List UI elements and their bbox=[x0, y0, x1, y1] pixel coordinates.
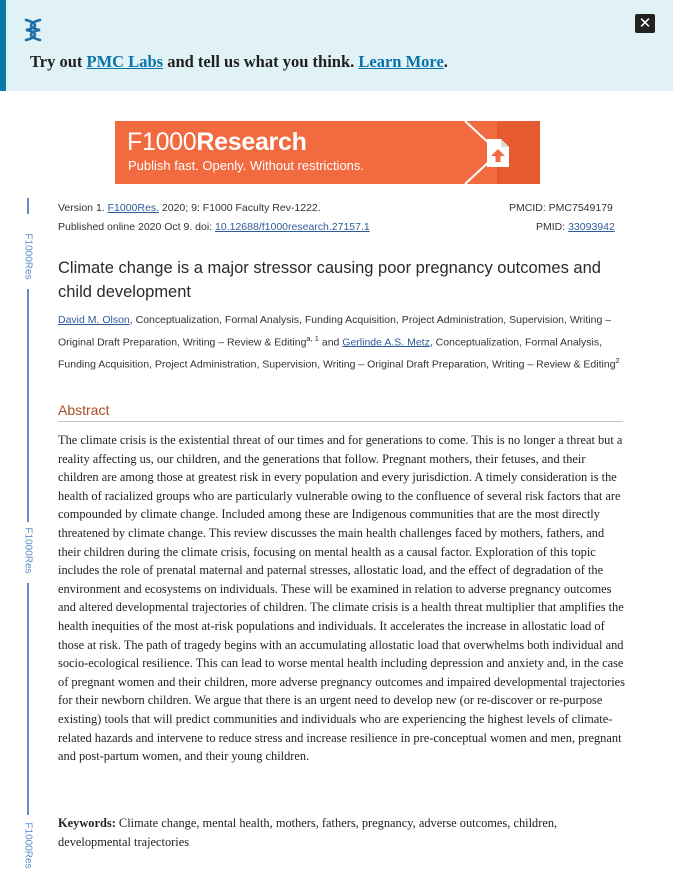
keywords: Keywords: Climate change, mental health, mothers, fathers, pregnancy, adverse outcomes, children, developmental trajectories bbox=[58, 816, 558, 849]
learn-more-link[interactable]: Learn More bbox=[358, 52, 444, 71]
abstract-heading: Abstract bbox=[58, 402, 623, 422]
f1000research-logo: F1000Research bbox=[127, 128, 307, 156]
side-rail bbox=[24, 198, 32, 880]
rail-line bbox=[27, 289, 29, 522]
article-title: Climate change is a major stressor causing poor pregnancy outcomes and child development bbox=[58, 259, 601, 301]
doi-link[interactable]: 10.12688/f1000research.27157.1 bbox=[215, 221, 370, 233]
journal-link[interactable]: F1000Res. bbox=[107, 202, 159, 214]
document-upload-icon bbox=[485, 139, 509, 167]
rail-label: F1000Res bbox=[22, 233, 34, 280]
author-link-olson[interactable]: David M. Olson bbox=[58, 314, 130, 326]
rail-label: F1000Res bbox=[22, 822, 34, 869]
rail-line bbox=[27, 583, 29, 815]
pmc-labs-banner bbox=[0, 0, 673, 91]
pmcid: PMCID: PMC7549179 bbox=[509, 202, 613, 214]
author-link-metz[interactable]: Gerlinde A.S. Metz bbox=[342, 336, 430, 349]
f1000-advertisement[interactable] bbox=[115, 121, 540, 184]
banner-message: Try out PMC Labs and tell us what you think. Learn More. bbox=[30, 52, 448, 71]
author-list: David M. Olson, Conceptualization, Formal Analysis, Funding Acquisition, Project Administration, Supervision, Writing – Original Draft Preparation, Writing – Review & Editing$^{a, 1}$ and Gerlinde A.S. Metz, Conceptualization, Formal Analysis, Funding Acquisition, Project Administration, Supervision, Writing – Original Draft Preparation, Writing – Review & Editing$^2$ bbox=[58, 314, 620, 371]
dna-logo-icon bbox=[22, 17, 44, 43]
published-line: Published online 2020 Oct 9. doi: 10.12688/f1000research.27157.1 bbox=[58, 221, 370, 233]
pmc-labs-link[interactable]: PMC Labs bbox=[86, 52, 164, 71]
rail-label: F1000Res bbox=[22, 527, 34, 574]
pmid-link[interactable]: 33093942 bbox=[568, 221, 615, 233]
abstract-text: The climate crisis is the existential threat of our times and for generations to come. This is no longer a threat but a reality affecting us, our children, and the generations that follow. Pregnant mothers, their fetuses, and their children are among those at greatest risk in every population and every jurisdiction. A timely consideration is the health of racialized groups who are particularly vulnerable owing to the confluence of several risk factors that are compounded by climate change. Included among these are Indigenous communities that are the most directly threatened by climate change. This review discusses the main health challenges faced by mothers, fathers, and their children during the climate crisis, focusing on mental health as a causal factor. Exploration of this topic includes the role of prenatal maternal and paternal stresses, allostatic load, and the effect of degradation of the environment and ecosystems on individuals. These will be examined in relation to adverse pregnancy outcomes and altered developmental trajectories of children. The climate crisis is a health threat multiplier that amplifies the health inequities of the most at-risk populations and individuals. It accelerates the increase in allostatic load of those at risk. The path of tragedy begins with an accumulating allostatic load that overwhelms both individual and socio-ecological resilience. This can lead to worse mental health including depression and anxiety and, in the case of pregnant women and their children, more adverse pregnancy outcomes and impaired developmental trajectories for their newborn children. We argue that there is an urgent need to develop new (or re-discover or re-purpose existing) tools that will predict communities and individuals who are experiencing the highest levels of climate-related hazards and intervene to reduce stress and increase resilience in pre-conceptual women and men, pregnant and post-partum women, and their young children. bbox=[58, 433, 625, 764]
pmid-line: PMID: 33093942 bbox=[536, 221, 615, 233]
rail-line bbox=[27, 198, 29, 214]
citation-line: Version 1. F1000Res. 2020; 9: F1000 Faculty Rev-1222. bbox=[58, 202, 321, 214]
ad-tagline: Publish fast. Openly. Without restrictions. bbox=[128, 158, 365, 173]
close-icon[interactable]: ✕ bbox=[635, 14, 655, 33]
